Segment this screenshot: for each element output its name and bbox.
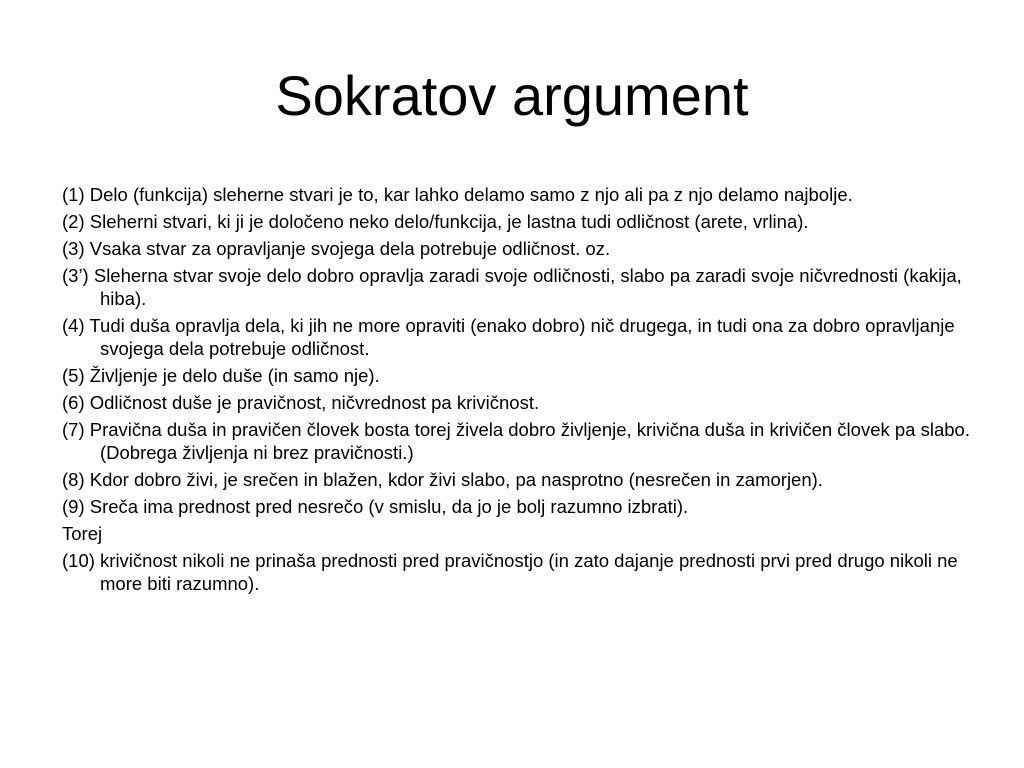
argument-item-2: (2) Sleherni stvari, ki ji je določeno neko delo/funkcija, je lastna tudi odličnost (arete, vrlina). [62,211,809,232]
argument-item-9: (9) Sreča ima prednost pred nesrečo (v smislu, da jo je bolj razumno izbrati). [62,496,689,517]
argument-item-4: (4) Tudi duša opravlja dela, ki jih ne more opraviti (enako dobro) nič drugega, in tudi ona za dobro opravljanje svojega dela potrebuje odličnost. [62,315,955,359]
argument-item-10: (10) krivičnost nikoli ne prinaša prednosti pred pravičnostjo (in zato dajanje prednosti prvi pred drugo nikoli ne more biti razumno). [62,550,958,594]
argument-item-3: (3) Vsaka stvar za opravljanje svojega dela potrebuje odličnost. oz. [62,238,611,259]
argument-item-3-prime: (3’) Sleherna stvar svoje delo dobro opravlja zaradi svoje odličnosti, slabo pa zaradi svoje ničvrednosti (kakija, hiba). [62,265,962,309]
argument-item-6: (6) Odličnost duše je pravičnost, ničvrednost pa krivičnost. [62,392,540,413]
argument-item-7: (7) Pravična duša in pravičen človek bosta torej živela dobro življenje, krivična duša in krivičen človek pa slabo. (Dobrega življenja ni brez pravičnosti.) [62,419,970,463]
argument-item-1: (1) Delo (funkcija) sleherne stvari je to, kar lahko delamo samo z njo ali pa z njo delamo najbolje. [62,184,853,205]
argument-item-8: (8) Kdor dobro živi, je srečen in blažen, kdor živi slabo, pa nasprotno (nesrečen in zamorjen). [62,469,823,490]
argument-conclusion-label: Torej [62,523,103,544]
argument-list [62,183,972,599]
slide-title: Sokratov argument [275,64,749,127]
argument-item-5: (5) Življenje je delo duše (in samo nje). [62,365,380,386]
